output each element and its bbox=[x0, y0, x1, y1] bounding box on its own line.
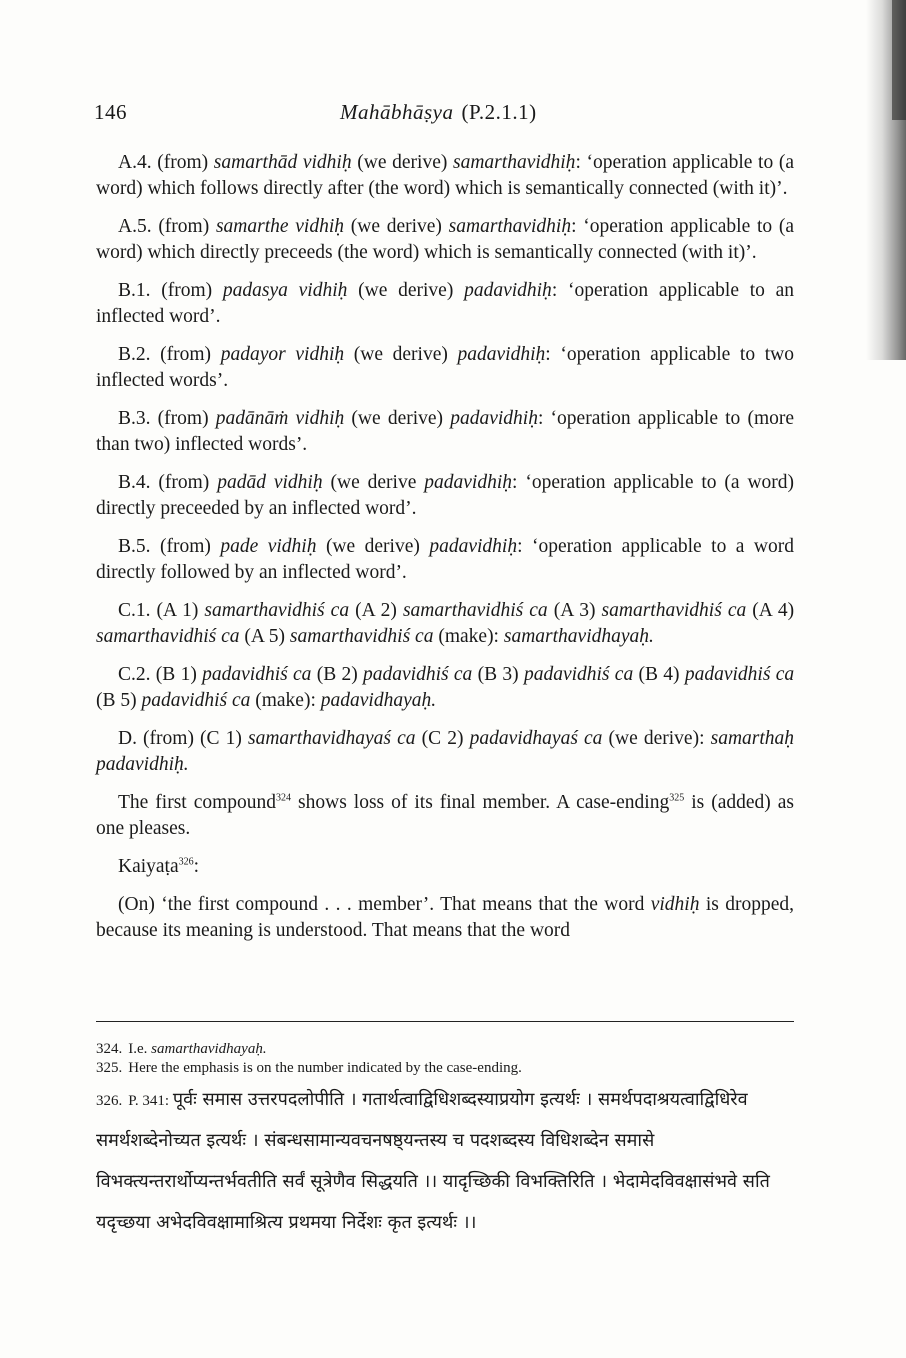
sanskrit-term: padānāṁ vidhiḥ bbox=[215, 408, 345, 429]
paragraph-b5 bbox=[96, 534, 794, 586]
item-label: A.4. (from) bbox=[118, 152, 209, 173]
sanskrit-term: samarthe vidhiḥ bbox=[215, 216, 345, 237]
ref-label: (B 4) bbox=[638, 664, 680, 685]
sanskrit-term: padavidhayaḥ. bbox=[320, 690, 437, 711]
body-text: shows loss of its final member. A case-ending bbox=[291, 792, 670, 813]
page-reference: P. 341: bbox=[128, 1093, 170, 1109]
footnote-326 bbox=[96, 1080, 794, 1244]
paragraph-c2 bbox=[96, 662, 794, 714]
sanskrit-term: padasya vidhiḥ bbox=[222, 280, 348, 301]
sanskrit-term: padavidhiś ca bbox=[363, 664, 473, 685]
sanskrit-term: padavidhiḥ bbox=[450, 408, 538, 429]
sanskrit-term: vidhiḥ bbox=[650, 894, 700, 915]
gloss-text: : ‘operation applicable to a word directly followed by an inflected word’. bbox=[96, 536, 794, 583]
sanskrit-term: samarthaḥ padavidhiḥ. bbox=[96, 728, 795, 775]
sanskrit-term: padavidhiḥ bbox=[457, 344, 546, 365]
main-text bbox=[96, 150, 794, 956]
gloss-text: : ‘operation applicable to an inflected word’. bbox=[96, 280, 795, 327]
paragraph-c1 bbox=[96, 598, 794, 650]
sanskrit-term: padavidhiḥ bbox=[424, 472, 513, 493]
make-text: (make): bbox=[255, 690, 316, 711]
paragraph-compound bbox=[96, 790, 794, 842]
footnote-324 bbox=[96, 1040, 794, 1059]
binding-shadow bbox=[892, 0, 906, 120]
footnote-number: 324. bbox=[96, 1041, 123, 1057]
ref-label: (A 4) bbox=[752, 600, 795, 621]
commentator-name: Kaiyaṭa bbox=[118, 856, 179, 877]
devanagari-quote: पूर्वः समास उत्तरपदलोपीति । गतार्थत्वाद्विधिशब्दस्याप्रयोग इत्यर्थः । समर्थपदाश्रयत्वाद्विधिरेव समर्थशब्देनोच्यत इत्यर्थः । संबन्धसामान्यवचनषष्ठ्यन्तस्य च पदशब्दस्य विधिशब्देन समासे विभक्त्यन्तरार्थोप्यन्तर्भवतीति सर्वं सूत्रेणैव सिद्धयति ।। यादृच्छिकी विभक्तिरिति । भेदामेदविवक्षासंभवे सति यदृच्छया अभेदविवक्षामाश्रित्य प्रथमया निर्देशः कृत इत्यर्थः ।। bbox=[96, 1089, 770, 1233]
body-text: is (added) as one pleases. bbox=[96, 792, 794, 839]
sanskrit-term: padavidhiś ca bbox=[202, 664, 312, 685]
paragraph-b4 bbox=[96, 470, 794, 522]
page-number: 146 bbox=[94, 100, 127, 124]
sanskrit-term: samarthavidhayaś ca bbox=[248, 728, 416, 749]
sanskrit-term: padayor vidhiḥ bbox=[220, 344, 345, 365]
gloss-text: : ‘operation applicable to (a word) directly preceeded by an inflected word’. bbox=[96, 472, 795, 519]
paragraph-a5 bbox=[96, 214, 794, 266]
gloss-text: : ‘operation applicable to two inflected words’. bbox=[96, 344, 794, 391]
derive-text: (we derive) bbox=[325, 536, 420, 557]
body-text: is dropped, because its meaning is understood. That means that the word bbox=[96, 894, 795, 941]
ref-label: (B 5) bbox=[96, 690, 137, 711]
item-label: D. (from) (C 1) bbox=[118, 728, 242, 749]
footnote-text: I.e. bbox=[128, 1041, 148, 1057]
ref-label: (B 2) bbox=[316, 664, 358, 685]
sanskrit-term: samarthavidhiś ca bbox=[96, 626, 240, 647]
sanskrit-term: samarthavidhiś ca bbox=[601, 600, 747, 621]
derive-text: (we derive): bbox=[608, 728, 705, 749]
footnotes bbox=[96, 1040, 794, 1244]
sanskrit-term: padavidhiḥ bbox=[429, 536, 518, 557]
item-label: B.1. (from) bbox=[118, 280, 213, 301]
punctuation: : bbox=[193, 856, 200, 877]
ref-label: (B 3) bbox=[477, 664, 519, 685]
sanskrit-term: samarthavidhiḥ bbox=[448, 216, 572, 237]
ref-label: (A 2) bbox=[355, 600, 397, 621]
body-text: The first compound bbox=[118, 792, 277, 813]
footnote-325 bbox=[96, 1059, 794, 1078]
sanskrit-term: samarthavidhayaḥ. bbox=[503, 626, 654, 647]
sanskrit-term: samarthavidhiś ca bbox=[204, 600, 350, 621]
gloss-text: : ‘operation applicable to (more than two) inflected words’. bbox=[96, 408, 795, 455]
make-text: (make): bbox=[438, 626, 499, 647]
gloss-text: : ‘operation applicable to (a word) which follows directly after (the word) which is semantically connected (with it)’. bbox=[96, 152, 795, 199]
paragraph-a4 bbox=[96, 150, 794, 202]
item-label: B.3. (from) bbox=[118, 408, 209, 429]
sanskrit-term: padavidhiḥ bbox=[464, 280, 552, 301]
derive-text: (we derive) bbox=[358, 280, 454, 301]
sanskrit-term: samarthād vidhiḥ bbox=[213, 152, 352, 173]
footnote-text: Here the emphasis is on the number indicated by the case-ending. bbox=[128, 1060, 522, 1076]
sanskrit-term: pade vidhiḥ bbox=[220, 536, 317, 557]
sanskrit-term: samarthavidhiḥ bbox=[453, 152, 576, 173]
gloss-text: : ‘operation applicable to (a word) which directly preceeds (the word) which is semantically connected (with it)’. bbox=[96, 216, 795, 263]
paragraph-b3 bbox=[96, 406, 794, 458]
item-label: B.5. (from) bbox=[118, 536, 211, 557]
sanskrit-term: samarthavidhayaḥ. bbox=[151, 1041, 267, 1057]
sanskrit-term: padavidhayaś ca bbox=[469, 728, 603, 749]
footnote-marker[interactable]: 324 bbox=[276, 792, 292, 804]
derive-text: (we derive) bbox=[351, 408, 444, 429]
sanskrit-term: padavidhiś ca bbox=[141, 690, 251, 711]
sanskrit-term: padavidhiś ca bbox=[684, 664, 795, 685]
paragraph-b1 bbox=[96, 278, 794, 330]
ref-label: (A 5) bbox=[244, 626, 286, 647]
footnote-marker[interactable]: 325 bbox=[669, 792, 685, 804]
sanskrit-term: samarthavidhiś ca bbox=[289, 626, 434, 647]
ref-label: (C 2) bbox=[421, 728, 464, 749]
sanskrit-term: padavidhiś ca bbox=[523, 664, 634, 685]
derive-text: (we derive) bbox=[353, 344, 448, 365]
sanskrit-term: samarthavidhiś ca bbox=[402, 600, 548, 621]
footnote-number: 325. bbox=[96, 1060, 123, 1076]
running-header bbox=[94, 98, 794, 130]
running-title bbox=[340, 100, 537, 125]
footnote-rule bbox=[96, 1021, 794, 1022]
paragraph-b2 bbox=[96, 342, 794, 394]
item-label: C.2. (B 1) bbox=[118, 664, 197, 685]
footnote-number: 326. bbox=[96, 1093, 123, 1109]
item-label: B.2. (from) bbox=[118, 344, 212, 365]
sanskrit-term: padād vidhiḥ bbox=[217, 472, 323, 493]
paragraph-d bbox=[96, 726, 794, 778]
derive-text: (we derive bbox=[330, 472, 417, 493]
footnote-marker[interactable]: 326 bbox=[178, 856, 194, 868]
derive-text: (we derive) bbox=[357, 152, 448, 173]
derive-text: (we derive) bbox=[350, 216, 442, 237]
item-label: C.1. (A 1) bbox=[118, 600, 199, 621]
item-label: B.4. (from) bbox=[118, 472, 210, 493]
item-label: A.5. (from) bbox=[118, 216, 210, 237]
paragraph-kaiyata bbox=[96, 854, 794, 880]
book-title: Mahābhāṣya bbox=[340, 100, 454, 124]
ref-label: (A 3) bbox=[553, 600, 596, 621]
paragraph-on bbox=[96, 892, 794, 944]
body-text: (On) ‘the first compound . . . member’. That means that the word bbox=[118, 894, 645, 915]
sutra-reference: (P.2.1.1) bbox=[461, 100, 537, 124]
